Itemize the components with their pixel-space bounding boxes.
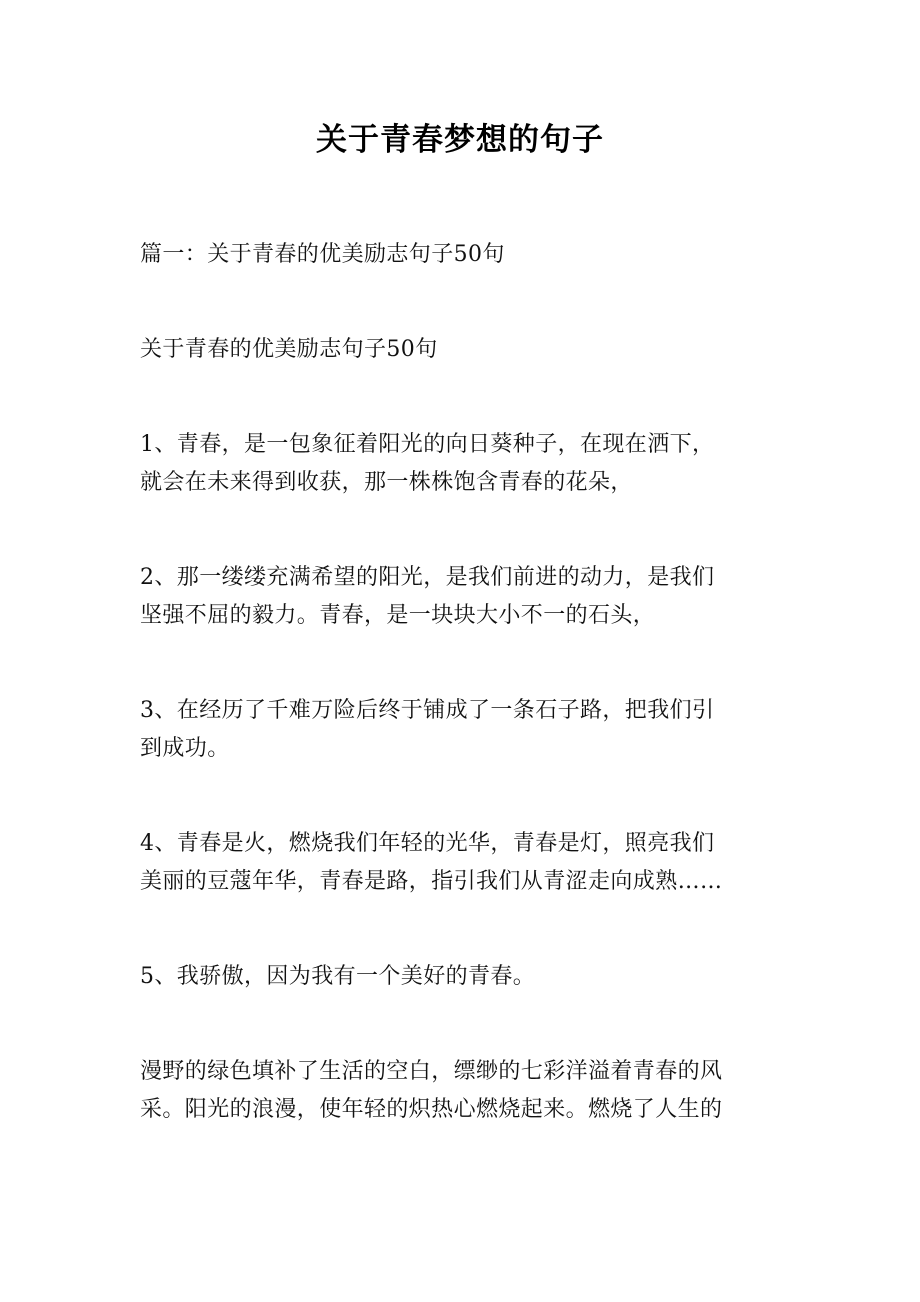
paragraph-6 bbox=[140, 1053, 782, 1129]
paragraph-1 bbox=[140, 426, 782, 502]
document-body bbox=[140, 236, 782, 1186]
paragraph-line: 就会在未来得到收获，那一株株饱含青春的花朵， bbox=[140, 470, 633, 495]
paragraph-line: 3、在经历了千难万险后终于铺成了一条石子路，把我们引 bbox=[140, 698, 715, 723]
paragraph-line: 漫野的绿色填补了生活的空白，缥缈的七彩洋溢着青春的风 bbox=[140, 1059, 723, 1084]
section-heading bbox=[140, 236, 782, 274]
document-title: 关于青春梦想的句子 bbox=[316, 122, 604, 158]
paragraph-5 bbox=[140, 958, 782, 996]
paragraph-line: 美丽的豆蔻年华，青春是路，指引我们从青涩走向成熟…… bbox=[140, 869, 723, 894]
paragraph-line: 4、青春是火，燃烧我们年轻的光华，青春是灯，照亮我们 bbox=[140, 831, 715, 856]
paragraph-line: 坚强不屈的毅力。青春，是一块块大小不一的石头， bbox=[140, 603, 656, 628]
paragraph-3 bbox=[140, 692, 782, 768]
subheading bbox=[140, 331, 782, 369]
subheading-text: 关于青春的优美励志句子50句 bbox=[140, 337, 438, 362]
paragraph-line: 2、那一缕缕充满希望的阳光，是我们前进的动力，是我们 bbox=[140, 565, 715, 590]
paragraph-line: 到成功。 bbox=[140, 736, 230, 761]
paragraph-line: 1、青春，是一包象征着阳光的向日葵种子，在现在洒下， bbox=[140, 432, 715, 457]
paragraph-2 bbox=[140, 559, 782, 635]
paragraph-4 bbox=[140, 825, 782, 901]
paragraph-line: 5、我骄傲，因为我有一个美好的青春。 bbox=[140, 964, 536, 989]
section-heading-text: 篇一：关于青春的优美励志句子50句 bbox=[140, 242, 505, 267]
paragraph-line: 采。阳光的浪漫，使年轻的炽热心燃烧起来。燃烧了人生的 bbox=[140, 1097, 723, 1122]
